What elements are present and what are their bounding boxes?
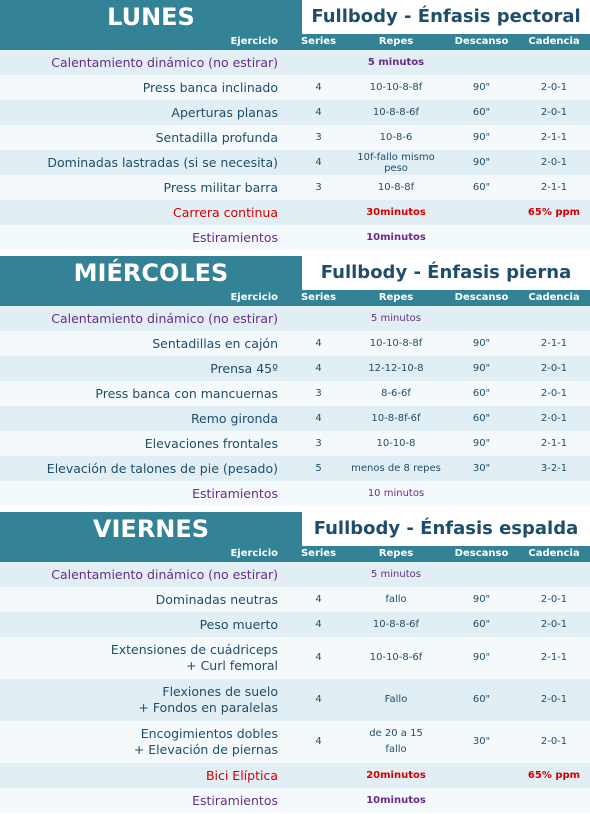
series-value: 4 — [315, 413, 322, 424]
series-value: 4 — [315, 363, 322, 374]
reps-value: 20minutos — [366, 770, 426, 781]
rest-value: 60" — [472, 182, 491, 193]
exercise-line-1: Extensiones de cuádriceps — [110, 642, 278, 657]
rest-value: 90" — [472, 363, 491, 374]
reps-value: 10f-fallo mismo peso — [357, 151, 435, 174]
exercise-name: Bici Elíptica — [205, 768, 278, 783]
series-value: 3 — [315, 132, 322, 143]
table-row — [0, 456, 590, 481]
reps-value: 10-10-8 — [376, 438, 416, 449]
day-focus: Fullbody - Énfasis pierna — [302, 256, 590, 290]
exercise-line-2: + Fondos en paralelas — [138, 700, 278, 715]
cadence-value: 2-1-1 — [540, 438, 568, 449]
exercise-line-1: Flexiones de suelo — [162, 684, 278, 699]
exercise-name: Carrera continua — [173, 205, 278, 220]
exercise-name: Prensa 45º — [210, 361, 278, 376]
cadence-value: 2-0-1 — [540, 413, 568, 424]
exercise-name — [0, 642, 290, 674]
reps-value: 10-8-6 — [379, 132, 413, 143]
exercise-line-1: Encogimientos dobles — [140, 726, 278, 741]
reps-value: 10-10-8-8f — [369, 82, 423, 93]
cadence-value: 2-0-1 — [540, 694, 568, 705]
series-value: 4 — [315, 157, 322, 168]
cadence-value: 2-0-1 — [540, 82, 568, 93]
series-value: 4 — [315, 338, 322, 349]
rest-value: 60" — [472, 694, 491, 705]
series-value: 3 — [315, 182, 322, 193]
cadence-value: 65% ppm — [527, 770, 581, 781]
day-focus: Fullbody - Énfasis espalda — [302, 512, 590, 546]
header-descanso: Descanso — [454, 548, 509, 559]
cadence-value: 2-1-1 — [540, 182, 568, 193]
exercise-name: Press militar barra — [163, 180, 278, 195]
rest-value: 60" — [472, 107, 491, 118]
cadence-value: 2-0-1 — [540, 363, 568, 374]
rest-value: 90" — [472, 132, 491, 143]
rest-value: 90" — [472, 338, 491, 349]
table-row — [0, 587, 590, 612]
cadence-value: 2-0-1 — [540, 157, 568, 168]
exercise-name: Estiramientos — [192, 793, 278, 808]
header-repes: Repes — [378, 36, 414, 47]
table-row — [0, 150, 590, 175]
exercise-name: Calentamiento dinámico (no estirar) — [51, 311, 278, 326]
reps-value: 5 minutos — [367, 57, 425, 68]
series-value: 4 — [315, 594, 322, 605]
cadence-value: 2-0-1 — [540, 736, 568, 747]
reps-value: 8-6-6f — [381, 388, 411, 399]
table-row — [0, 200, 590, 225]
reps-value: 10-8-8-6f — [372, 107, 420, 118]
reps-value: 10 minutos — [367, 488, 425, 499]
table-row — [0, 406, 590, 431]
table-row — [0, 100, 590, 125]
cadence-value: 65% ppm — [527, 207, 581, 218]
header-series: Series — [300, 292, 337, 303]
table-row — [0, 331, 590, 356]
day-miercoles — [0, 256, 590, 506]
rest-value: 30" — [472, 736, 491, 747]
table-row — [0, 356, 590, 381]
exercise-name: Press banca con mancuernas — [95, 386, 278, 401]
day-title: VIERNES — [0, 512, 302, 546]
reps-value: 12-12-10-8 — [368, 363, 424, 374]
exercise-name: Aperturas planas — [171, 105, 278, 120]
header-descanso: Descanso — [454, 292, 509, 303]
day-title: MIÉRCOLES — [0, 256, 302, 290]
header-cadencia: Cadencia — [528, 36, 580, 47]
exercise-name: Press banca inclinado — [142, 80, 278, 95]
reps-value: 10minutos — [366, 795, 426, 806]
day-title: LUNES — [0, 0, 302, 34]
rest-value: 90" — [472, 157, 491, 168]
rest-value: 30" — [472, 463, 491, 474]
exercise-name: Calentamiento dinámico (no estirar) — [51, 567, 278, 582]
header-ejercicio: Ejercicio — [230, 548, 278, 559]
table-row — [0, 788, 590, 813]
exercise-name: Elevación de talones de pie (pesado) — [46, 461, 278, 476]
reps-value — [347, 726, 445, 758]
exercise-name: Sentadillas en cajón — [152, 336, 278, 351]
table-row — [0, 721, 590, 763]
reps-value: 5 minutos — [371, 313, 421, 324]
series-value: 4 — [315, 736, 322, 747]
reps-value: 30minutos — [366, 207, 426, 218]
day-viernes — [0, 512, 590, 813]
rest-value: 90" — [472, 652, 491, 663]
reps-value: fallo — [385, 594, 407, 605]
exercise-name: Peso muerto — [199, 617, 278, 632]
exercise-name: Dominadas lastradas (si se necesita) — [47, 155, 278, 170]
exercise-name: Dominadas neutras — [155, 592, 278, 607]
reps-value: 10-8-8f-6f — [371, 413, 421, 424]
header-ejercicio: Ejercicio — [230, 292, 278, 303]
exercise-name: Remo gironda — [190, 411, 278, 426]
header-ejercicio: Ejercicio — [230, 36, 278, 47]
table-row — [0, 763, 590, 788]
header-cadencia: Cadencia — [528, 548, 580, 559]
exercise-line-2: + Curl femoral — [186, 658, 278, 673]
reps-value: 10-8-8f — [377, 182, 415, 193]
cadence-value: 2-1-1 — [540, 132, 568, 143]
table-row — [0, 175, 590, 200]
exercise-name: Calentamiento dinámico (no estirar) — [51, 55, 278, 70]
header-series: Series — [300, 548, 337, 559]
reps-value: 10-10-8-6f — [369, 652, 423, 663]
exercise-line-2: + Elevación de piernas — [133, 742, 278, 757]
series-value: 4 — [315, 694, 322, 705]
table-header — [0, 546, 590, 562]
exercise-name: Estiramientos — [192, 230, 278, 245]
rest-value: 90" — [472, 438, 491, 449]
series-value: 3 — [315, 388, 322, 399]
table-row — [0, 50, 590, 75]
table-row — [0, 679, 590, 721]
reps-value: 10-10-8-8f — [369, 338, 423, 349]
reps-value: Fallo — [384, 694, 408, 705]
exercise-name: Elevaciones frontales — [144, 436, 278, 451]
rest-value: 60" — [472, 388, 491, 399]
reps-value: 10minutos — [366, 232, 426, 243]
rest-value: 60" — [472, 413, 491, 424]
series-value: 4 — [315, 652, 322, 663]
cadence-value: 2-0-1 — [540, 388, 568, 399]
rest-value: 90" — [472, 594, 491, 605]
table-row — [0, 225, 590, 250]
table-row — [0, 75, 590, 100]
reps-value: menos de 8 repes — [351, 463, 441, 474]
table-row — [0, 125, 590, 150]
table-row — [0, 481, 590, 506]
cadence-value: 3-2-1 — [540, 463, 568, 474]
reps-line-2: fallo — [385, 744, 407, 755]
series-value: 5 — [315, 463, 322, 474]
header-cadencia: Cadencia — [528, 292, 580, 303]
cadence-value: 2-1-1 — [540, 652, 568, 663]
table-row — [0, 637, 590, 679]
exercise-name — [0, 684, 290, 716]
reps-line-1: de 20 a 15 — [369, 728, 423, 739]
day-focus: Fullbody - Énfasis pectoral — [302, 0, 590, 34]
table-row — [0, 562, 590, 587]
table-row — [0, 381, 590, 406]
series-value: 4 — [315, 107, 322, 118]
exercise-name: Estiramientos — [192, 486, 278, 501]
rest-value: 90" — [472, 82, 491, 93]
exercise-name: Sentadilla profunda — [155, 130, 278, 145]
exercise-name — [0, 726, 290, 758]
table-row — [0, 306, 590, 331]
cadence-value: 2-0-1 — [540, 107, 568, 118]
reps-value: 10-8-8-6f — [372, 619, 420, 630]
table-row — [0, 612, 590, 637]
header-repes: Repes — [378, 292, 414, 303]
table-header — [0, 290, 590, 306]
header-repes: Repes — [378, 548, 414, 559]
cadence-value: 2-1-1 — [540, 338, 568, 349]
header-series: Series — [300, 36, 337, 47]
table-header — [0, 34, 590, 50]
series-value: 4 — [315, 82, 322, 93]
cadence-value: 2-0-1 — [540, 594, 568, 605]
series-value: 4 — [315, 619, 322, 630]
rest-value: 60" — [472, 619, 491, 630]
cadence-value: 2-0-1 — [540, 619, 568, 630]
reps-value: 5 minutos — [371, 569, 421, 580]
day-lunes — [0, 0, 590, 250]
header-descanso: Descanso — [454, 36, 509, 47]
table-row — [0, 431, 590, 456]
series-value: 3 — [315, 438, 322, 449]
